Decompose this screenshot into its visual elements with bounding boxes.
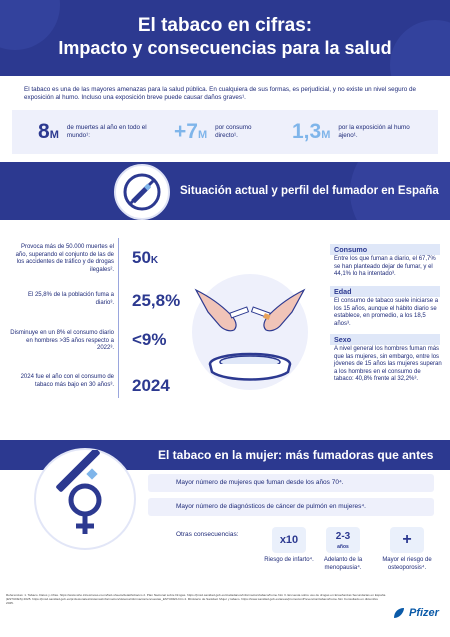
page-title-line2: Impacto y consecuencias para la salud	[58, 38, 392, 58]
stat-passive	[292, 114, 416, 150]
stat-row-text: Disminuye en un 8% el consumo diario en hombres >35 años respecto a 2022³.	[10, 330, 114, 352]
header-banner	[0, 0, 450, 76]
stat-row-text: Provoca más de 50.000 muertes el año, superando el conjunto de las de los accidentes de tráfico y de drogas ilegales².	[15, 244, 114, 273]
stat-direct	[174, 114, 273, 150]
pfizer-logo-icon	[392, 606, 406, 620]
heading-edad: Edad	[330, 286, 440, 297]
section2-title: El tabaco en la mujer: más fumadoras que antes	[158, 448, 434, 462]
consequence-badge-menopausia: 2-3 años	[326, 527, 360, 553]
stat-row-value: 25,8%	[132, 291, 181, 310]
stat-value: 1,3M	[292, 120, 331, 143]
text-edad: El consumo de tabaco suele iniciarse a los 15 años, aunque el hábito diario se establece, en promedio, a los 18,5 años³.	[334, 298, 439, 327]
stat-value: +7M	[174, 120, 208, 143]
heading-sexo: Sexo	[330, 334, 440, 345]
heading-consumo: Consumo	[330, 244, 440, 255]
intro-text: El tabaco es una de las mayores amenazas para la salud pública. En cualquiera de sus formas, es perjudicial, y no existe un nivel seguro de exposición al humo. Incluso una exposición breve puede causar daños graves¹.	[24, 86, 417, 102]
stat-label: por consumo directo¹.	[215, 124, 252, 139]
references-text: Referencias: 1. Tabaco. Datos y cifras. https://www.who.int/es/news-room/fact-sheets/detail/tobacco 2. Plan Nacional sobre Drogas. https://pnsd.sanidad.gob.es/ciudadanos/informacion/tabaco/home.htm 3. Encuesta sobre uso de drogas en Enseñanzas Secundarias en España (ESTUDES) 2025. https://pnsd.sanidad.gob.es/profesionales/sistemasInformacion/sistemaInformacion/encuestas_ESTUDES.htm 4. Ministerio de Sanidad. Mujer y tabaco. https://www.sanidad.gob.es/areas/promocionPrevencion/tabaco/home.htm Consultado en diciembre 2025.	[6, 593, 386, 605]
stat-label: por la exposición al humo ajeno¹.	[338, 124, 410, 139]
stat-row-value: 50K	[132, 248, 159, 267]
consequence-badge-osteoporosis: +	[390, 527, 424, 553]
stat-row-value: <9%	[132, 330, 167, 349]
stat-row-text: 2024 fue el año con el consumo de tabaco más bajo en 30 años³.	[20, 374, 114, 388]
stat-value: 8M	[38, 120, 59, 143]
text-sexo: A nivel general los hombres fuman más que las mujeres, sin embargo, entre los jóvenes de 15 años las mujeres superan a los hombres en el consumo de tabaco: 40,8% frente al 32,2%³.	[334, 346, 442, 383]
stat-row-text: El 25,8% de la población fuma a diario³.	[27, 292, 114, 306]
other-consequences-label: Otras consecuencias:	[176, 531, 239, 538]
stat-label: de muertes al año en todo el mundo¹:	[66, 124, 147, 139]
women-fact-row: Mayor número de mujeres que fuman desde los años 70⁴.	[148, 474, 434, 492]
consequence-label: Adelanto de la menopausia⁴.	[323, 557, 363, 571]
section1-title: Situación actual y perfil del fumador en España	[180, 185, 439, 197]
consequence-badge-infarto: x10	[272, 527, 306, 553]
consequence-label: Mayor el riesgo de osteoporosis⁴.	[382, 557, 432, 571]
consequence-label: Riesgo de infarto⁴.	[264, 557, 314, 563]
text-consumo: Entre los que fuman a diario, el 67,7% se han planteado dejar de fumar, y el 44,1% lo ha intentado³.	[334, 256, 436, 278]
no-smoking-icon	[114, 164, 170, 220]
divider-line	[118, 238, 119, 398]
pfizer-logo: Pfizer	[392, 606, 439, 620]
women-fact-row: Mayor número de diagnósticos de cáncer de pulmón en mujeres⁴.	[148, 498, 434, 516]
stat-row-value: 2024	[132, 376, 170, 395]
stat-deaths	[38, 114, 147, 150]
hands-cigarette-illustration	[186, 260, 314, 400]
global-stats-panel	[12, 110, 438, 154]
female-symbol-icon	[34, 448, 136, 550]
page-title-line1: El tabaco en cifras:	[137, 15, 313, 36]
